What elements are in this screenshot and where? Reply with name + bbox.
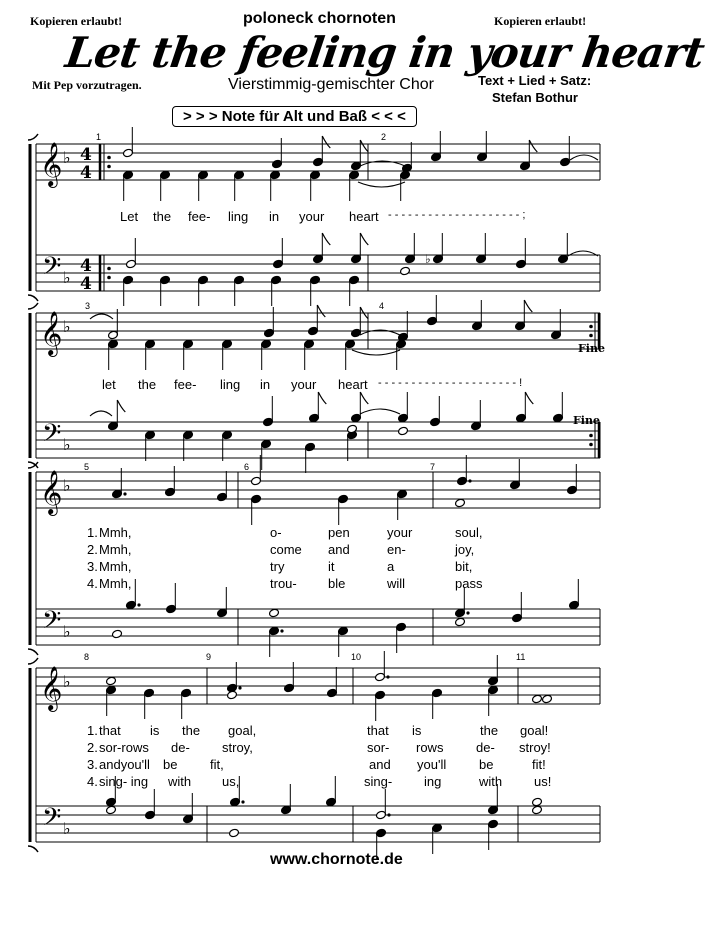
lyric: let	[102, 377, 116, 392]
lyric: the	[153, 209, 172, 224]
repeat-dot	[589, 443, 593, 447]
time-signature: 4	[80, 274, 92, 294]
lyric-extender: - - - - - - - - - - - - - - - - - - - - - !	[378, 377, 523, 389]
bracket-hook	[28, 303, 38, 309]
flag	[525, 392, 533, 404]
lyric: ble	[328, 576, 346, 591]
lyric: Let	[120, 209, 139, 224]
verse-number: 3.	[87, 559, 98, 574]
measure-number: 5	[84, 462, 90, 472]
lyric: joy,	[455, 542, 475, 557]
notehead	[229, 828, 240, 838]
lyric: fit!	[532, 757, 546, 772]
lyric: your	[299, 209, 325, 224]
verse-number: 1.	[87, 723, 98, 738]
verse-number: 1.	[87, 525, 98, 540]
lyric: will	[387, 576, 406, 591]
verse-number: 4.	[87, 774, 98, 789]
repeat-dot	[107, 267, 111, 271]
lyric: ing	[424, 774, 442, 789]
lyric: Mmh,	[99, 525, 132, 540]
dot	[386, 675, 389, 678]
bracket-hook	[28, 658, 38, 664]
lyric: pen	[328, 525, 350, 540]
song-title: Let the feeling in your heart	[62, 28, 707, 77]
lyric: the	[182, 723, 201, 738]
credit-line-1: Text + Lied + Satz:	[478, 73, 592, 88]
notehead	[400, 266, 411, 276]
lyric: and	[369, 757, 391, 772]
lyric: o-	[270, 525, 282, 540]
lyric: sing- ing	[99, 774, 149, 789]
repeat-dot	[589, 325, 593, 329]
lyric: the	[138, 377, 157, 392]
lyric: be	[479, 757, 494, 772]
lyric: de-	[476, 740, 495, 755]
dot	[466, 611, 469, 614]
lyric: bit,	[455, 559, 473, 574]
dot	[468, 479, 471, 482]
flat-icon: ♭	[63, 819, 71, 838]
copy-allowed-left: Kopieren erlaubt!	[30, 14, 123, 28]
bass-clef-icon: 𝄢	[42, 252, 62, 287]
time-signature: 4	[80, 256, 92, 276]
verse-number: 2.	[87, 740, 98, 755]
lyric: it	[328, 559, 335, 574]
flag	[360, 233, 368, 245]
lyric: in	[269, 209, 280, 224]
notehead	[106, 805, 117, 815]
lyric: try	[270, 559, 285, 574]
dot	[280, 629, 283, 632]
notehead	[532, 694, 543, 704]
copy-allowed-right: Kopieren erlaubt!	[494, 14, 587, 28]
flat-icon: ♭	[63, 672, 71, 691]
lyric: stroy!	[519, 740, 551, 755]
lyric: pass	[455, 576, 483, 591]
lyric: Mmh,	[99, 542, 132, 557]
measure-number: 10	[351, 652, 362, 662]
bass-clef-icon: 𝄢	[42, 606, 62, 641]
lyric: ling	[228, 209, 249, 224]
flag	[322, 136, 330, 148]
lyric: en-	[387, 542, 406, 557]
dot	[238, 686, 241, 689]
tie	[570, 155, 598, 160]
publisher-name: poloneck chornoten	[243, 10, 396, 27]
tie	[352, 350, 400, 355]
flag	[117, 400, 125, 412]
lyric: de-	[171, 740, 190, 755]
tie	[90, 314, 113, 319]
flat-icon: ♭	[63, 317, 71, 336]
notehead	[227, 690, 238, 700]
verse-number: 3.	[87, 757, 98, 772]
lyric-extender: - - - - - - - - - - - - - - - - - - - - ;	[388, 209, 526, 221]
bracket-hook	[28, 846, 38, 852]
notehead	[455, 617, 466, 627]
time-signature: 4	[80, 163, 92, 183]
lyric: us!	[534, 774, 552, 789]
flag	[360, 140, 368, 152]
notehead	[532, 805, 543, 815]
dot	[123, 492, 126, 495]
dot	[241, 800, 244, 803]
dot	[137, 603, 140, 606]
flag	[318, 392, 326, 404]
measure-number: 6	[244, 462, 250, 472]
flag	[360, 392, 368, 404]
lyric: sing-	[364, 774, 393, 789]
flag	[322, 233, 330, 245]
verse-number: 2.	[87, 542, 98, 557]
flag	[529, 140, 537, 152]
notehead	[112, 629, 123, 639]
lyric: be	[163, 757, 178, 772]
notehead	[269, 608, 280, 618]
lyric: is	[150, 723, 160, 738]
notehead	[106, 676, 117, 686]
bracket-hook	[28, 134, 38, 140]
lyric: goal,	[228, 723, 257, 738]
flat-icon: ♭	[63, 435, 71, 454]
lyric: fee-	[188, 209, 211, 224]
lyric: ling	[220, 377, 241, 392]
lyric: andyou'll	[99, 757, 150, 772]
voice-part-note-box: > > > Note für Alt und Baß < < <	[172, 106, 417, 127]
lyric: goal!	[520, 723, 549, 738]
lyric: that	[367, 723, 389, 738]
credit-line-2: Stefan Bothur	[492, 90, 578, 105]
notehead	[542, 694, 553, 704]
treble-clef-icon: 𝄞	[40, 142, 63, 186]
lyric: you'll	[417, 757, 447, 772]
measure-number: 2	[381, 132, 387, 142]
repeat-dot	[107, 276, 111, 280]
flat-icon: ♭	[63, 148, 71, 167]
repeat-dot	[589, 334, 593, 338]
measure-number: 11	[516, 652, 526, 662]
tie	[358, 182, 405, 187]
lyric: stroy,	[222, 740, 253, 755]
lyric: heart	[349, 209, 379, 224]
lyric: Mmh,	[99, 576, 132, 591]
measure-number: 7	[430, 462, 436, 472]
lyric: your	[291, 377, 317, 392]
dot	[387, 813, 390, 816]
lyric: sor-rows	[99, 740, 149, 755]
subtitle: Vierstimmig-gemischter Chor	[228, 76, 434, 93]
bass-clef-icon: 𝄢	[42, 419, 62, 454]
lyric: in	[260, 377, 271, 392]
flag	[317, 305, 325, 317]
verse-number: 4.	[87, 576, 98, 591]
measure-number: 8	[84, 652, 90, 662]
lyric: with	[479, 774, 503, 789]
notehead	[455, 498, 466, 508]
lyric: sor-	[367, 740, 390, 755]
bass-clef-icon: 𝄢	[42, 803, 62, 838]
measure-number: 3	[85, 301, 91, 311]
repeat-dot	[589, 434, 593, 438]
lyric: soul,	[455, 525, 483, 540]
flat-icon: ♭	[63, 476, 71, 495]
measure-number: 1	[96, 132, 102, 142]
fine-marking: Fine	[573, 414, 600, 427]
measure-number: 9	[206, 652, 212, 662]
treble-clef-icon: 𝄞	[40, 311, 63, 355]
notehead	[532, 797, 543, 807]
lyric: come	[270, 542, 302, 557]
repeat-dot	[107, 165, 111, 169]
lyric: a	[387, 559, 395, 574]
lyric: rows	[416, 740, 444, 755]
measure-number: 4	[379, 301, 385, 311]
treble-clef-icon: 𝄞	[40, 470, 63, 514]
tie	[360, 409, 400, 414]
flat-icon: ♭	[425, 252, 431, 266]
repeat-dot	[107, 156, 111, 160]
website-url: www.chornote.de	[270, 851, 403, 868]
fine-marking: Fine	[578, 342, 605, 355]
bracket-hook	[28, 649, 38, 655]
lyric: your	[387, 525, 413, 540]
tie	[90, 411, 112, 416]
lyric: that	[99, 723, 121, 738]
treble-clef-icon: 𝄞	[40, 666, 63, 710]
lyric: fit,	[210, 757, 224, 772]
flat-icon: ♭	[63, 268, 71, 287]
lyric: with	[168, 774, 192, 789]
tempo-marking: Mit Pep vorzutragen.	[32, 78, 142, 92]
flag	[524, 300, 532, 312]
notehead	[398, 426, 409, 436]
lyric: fee-	[174, 377, 197, 392]
lyric: us,	[222, 774, 240, 789]
lyric: Mmh,	[99, 559, 132, 574]
lyric: trou-	[270, 576, 297, 591]
lyric: the	[480, 723, 499, 738]
lyric: and	[328, 542, 350, 557]
bracket-hook	[28, 295, 38, 301]
flat-icon: ♭	[63, 622, 71, 641]
lyric: heart	[338, 377, 368, 392]
time-signature: 4	[80, 145, 92, 165]
lyric: is	[412, 723, 422, 738]
